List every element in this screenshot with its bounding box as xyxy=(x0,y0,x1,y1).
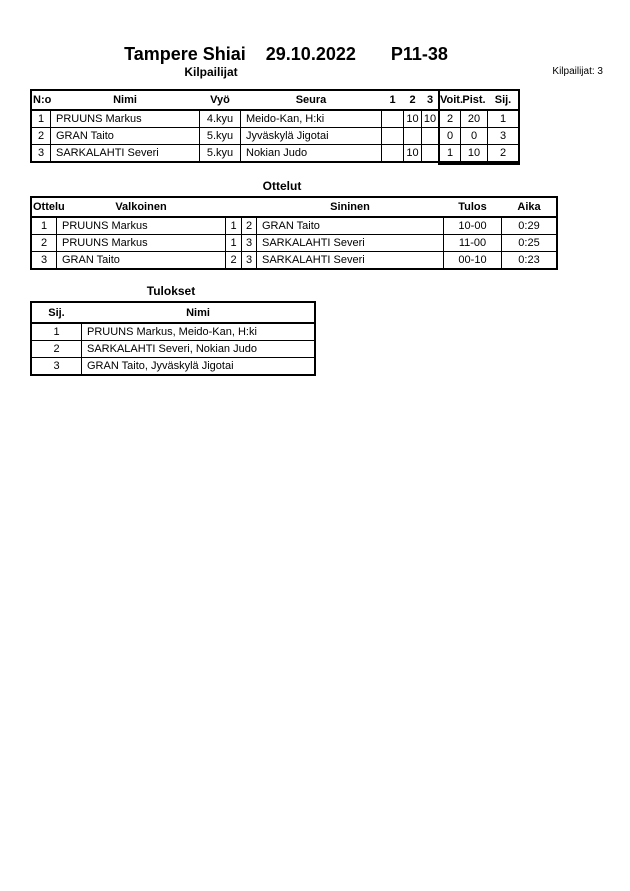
match-result: 11-00 xyxy=(444,235,501,251)
placement: 3 xyxy=(488,128,518,144)
col-header-nimi: Nimi xyxy=(113,94,137,106)
page-title: Tampere Shiai 29.10.2022 P11-38 xyxy=(124,44,448,64)
competitor-club: Jyväskylä Jigotai xyxy=(241,128,381,144)
blue-player-number: 3 xyxy=(242,252,256,268)
score-round2: 10 xyxy=(404,111,421,127)
col-header-no: N:o xyxy=(33,94,52,106)
voit-section-divider xyxy=(438,91,440,109)
competitor-number: 1 xyxy=(32,111,50,127)
col-header-voit: Voit. xyxy=(440,94,464,106)
col-header-ottelu: Ottelu xyxy=(33,201,65,213)
match-number: 1 xyxy=(32,218,56,234)
col-header-vyo: Vyö xyxy=(210,94,230,106)
match-time: 0:23 xyxy=(502,252,556,268)
ottelut-table xyxy=(30,196,558,270)
col-header-sininen: Sininen xyxy=(330,201,370,213)
match-number: 3 xyxy=(32,252,56,268)
match-time: 0:29 xyxy=(502,218,556,234)
kilpailijat-section-title: Kilpailijat xyxy=(184,65,238,79)
col-header-round3: 3 xyxy=(426,94,434,106)
col-header-round1: 1 xyxy=(389,94,396,106)
competitor-club: Nokian Judo xyxy=(241,145,381,161)
rank: 2 xyxy=(32,341,81,357)
competitor-name: SARKALAHTI Severi xyxy=(51,145,199,161)
col-header-seura: Seura xyxy=(295,94,327,106)
ottelut-header-row xyxy=(32,198,556,217)
kilpailijat-header-row xyxy=(32,91,518,110)
score-round3 xyxy=(422,128,438,144)
competitor-name: PRUUNS Markus xyxy=(51,111,199,127)
wins: 2 xyxy=(440,111,460,127)
name-and-club: PRUUNS Markus, Meido-Kan, H:ki xyxy=(82,324,314,340)
rank: 1 xyxy=(32,324,81,340)
score-round2 xyxy=(404,128,421,144)
white-player: GRAN Taito xyxy=(57,252,225,268)
match-number: 2 xyxy=(32,235,56,251)
blue-player: GRAN Taito xyxy=(257,218,443,234)
tulokset-section-title: Tulokset xyxy=(146,284,196,298)
competitor-belt: 5.kyu xyxy=(200,145,240,161)
competitor-belt: 4.kyu xyxy=(200,111,240,127)
blue-player: SARKALAHTI Severi xyxy=(257,235,443,251)
competitor-number: 3 xyxy=(32,145,50,161)
col-header-round2: 2 xyxy=(409,94,416,106)
blue-player-number: 2 xyxy=(242,218,256,234)
score-round1 xyxy=(382,111,403,127)
blue-player: SARKALAHTI Severi xyxy=(257,252,443,268)
competitor-count: Kilpailijat: 3 xyxy=(552,66,603,77)
col-header-sij: Sij. xyxy=(48,306,65,319)
competitor-belt: 5.kyu xyxy=(200,128,240,144)
wins: 1 xyxy=(440,145,460,161)
match-result: 10-00 xyxy=(444,218,501,234)
match-result: 00-10 xyxy=(444,252,501,268)
white-player: PRUUNS Markus xyxy=(57,218,225,234)
white-player-number: 1 xyxy=(226,218,241,234)
points: 20 xyxy=(461,111,487,127)
white-player-number: 2 xyxy=(226,252,241,268)
competitor-name: GRAN Taito xyxy=(51,128,199,144)
score-round3: 10 xyxy=(423,113,437,125)
placement: 1 xyxy=(488,111,518,127)
col-header-tulos: Tulos xyxy=(458,201,487,213)
white-player-number: 1 xyxy=(226,235,241,251)
blue-player-number: 3 xyxy=(242,235,256,251)
kilpailijat-table xyxy=(30,89,520,163)
ottelut-section-title: Ottelut xyxy=(262,179,302,193)
col-header-pist: Pist. xyxy=(462,94,486,106)
wins: 0 xyxy=(440,128,460,144)
col-header-aika: Aika xyxy=(517,201,541,213)
col-header-nimi: Nimi xyxy=(186,306,210,319)
tulokset-header-row xyxy=(32,303,314,323)
placement: 2 xyxy=(488,145,518,161)
points: 0 xyxy=(461,128,487,144)
col-header-sij: Sij. xyxy=(494,94,512,106)
score-round1 xyxy=(382,145,403,161)
tulokset-table xyxy=(30,301,316,376)
col-header-valkoinen: Valkoinen xyxy=(115,201,167,213)
name-and-club: GRAN Taito, Jyväskylä Jigotai xyxy=(82,358,314,374)
rank: 3 xyxy=(32,358,81,374)
white-player: PRUUNS Markus xyxy=(57,235,225,251)
score-round2: 10 xyxy=(404,145,421,161)
competitor-number: 2 xyxy=(32,128,50,144)
match-time: 0:25 xyxy=(502,235,556,251)
points: 10 xyxy=(461,145,487,161)
name-and-club: SARKALAHTI Severi, Nokian Judo xyxy=(82,341,314,357)
score-round3 xyxy=(422,145,438,161)
score-round1 xyxy=(382,128,403,144)
competitor-club: Meido-Kan, H:ki xyxy=(241,111,381,127)
